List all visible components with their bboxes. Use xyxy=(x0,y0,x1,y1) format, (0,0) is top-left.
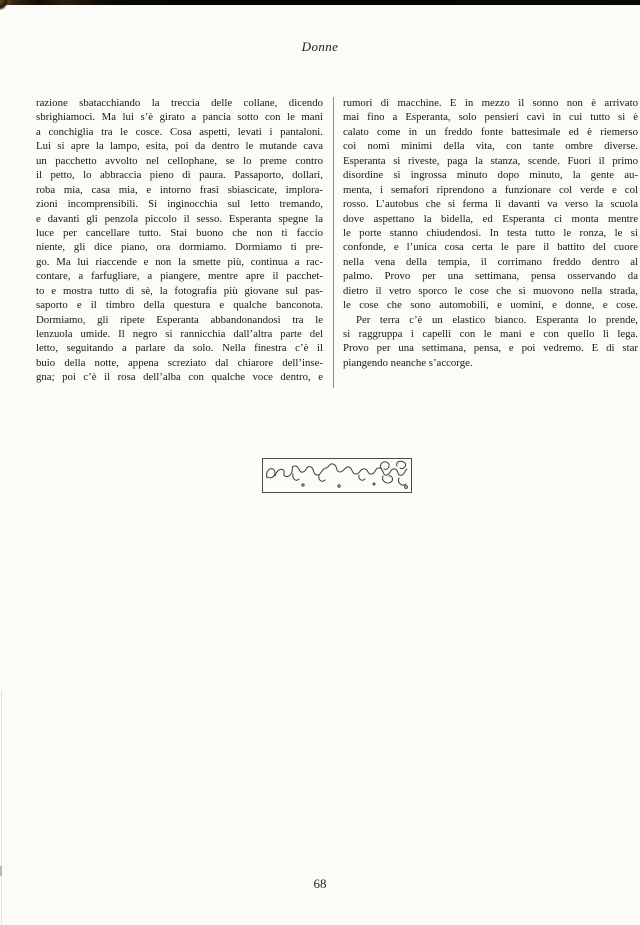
text-line: lenzuola umide. Il negro si rannicchia dall’altra parte del xyxy=(36,328,323,340)
text-line: confonde, e l’unica cosa certa le pare il battito del cuore xyxy=(343,241,638,254)
text-column-right xyxy=(343,96,638,370)
text-line: piangendo neanche s’accorge. xyxy=(343,356,473,369)
text-line: saporto e il timbro della questura e qualche banconota. xyxy=(36,299,323,312)
text-line: zioni incomprensibili. Si inginocchia sul letto tremando, xyxy=(36,198,323,211)
text-line: Dormiamo, gli ripete Esperanta abbandonandosi tra le xyxy=(36,313,323,326)
text-line: roba mia, casa mia, e intorno frasi sbiascicate, implora- xyxy=(36,183,323,196)
text-line: rumori di macchine. E in mezzo il sonno non è arrivato xyxy=(343,97,638,109)
text-line: contare, a farfugliare, a piangere, mentre apre il pacchet- xyxy=(36,270,323,283)
text-line: Esperanta si riveste, paga la stanza, scende. Fuori il primo xyxy=(343,154,638,167)
text-line: Lui si apre la lampo, esita, poi da dentro le mutande cava xyxy=(36,140,323,153)
text-line: buio della notte, appena screziato dal chiarore dell’inse- xyxy=(36,356,323,369)
text-line: niente, gli dice piano, ora dormiamo. Dormiamo ti pre- xyxy=(36,241,323,254)
scan-corner-blemish xyxy=(0,0,8,10)
text-line: sbrighiamoci. Ma lui s’è girato a pancia sotto con le mani xyxy=(36,111,323,124)
text-line: le porte stanno chiudendosi. In testa tutto le ronza, le si xyxy=(343,226,638,239)
text-line: palmo. Provo per una settimana, pensa osservando da xyxy=(343,270,638,283)
text-line: mai fino a Esperanta, solo pensieri cavi in cui tutto si è xyxy=(343,111,638,124)
page-number: 68 xyxy=(313,876,327,891)
column-divider-rule xyxy=(333,97,334,388)
text-column-left xyxy=(36,96,323,385)
text-line: menta, i semafori riprendono a funzionare col verde e col xyxy=(343,183,638,196)
text-line: to e mostra tutto di sè, la fotografia più giovane sul pas- xyxy=(36,284,323,297)
text-line: Per terra c’è un elastico bianco. Esperanta lo prende, xyxy=(356,313,638,326)
text-line: dove aspettano la bidella, ed Esperanta ci monta mentre xyxy=(343,212,638,225)
text-line: go. Ma lui riaccende e non la smette più, continua a rac- xyxy=(36,255,323,268)
text-line: e davanti gli penzola piccolo il sesso. Esperanta spegne la xyxy=(36,212,323,225)
text-line: gna; poi c’è il rosa dell’alba con qualche voce dentro, e xyxy=(36,371,323,384)
text-line: coi nomi minimi della vita, con tante ombre diverse. xyxy=(343,140,638,153)
text-line: il petto, lo abbraccia pieno di paura. Passaporto, dollari, xyxy=(36,169,323,182)
text-line: dietro il vetro sporco le cose che si muovono nella strada, xyxy=(343,284,638,297)
ornament-squiggle-drawing-icon xyxy=(262,458,412,493)
text-line: luce per cancellare tutto. Stai buono che non ti faccio xyxy=(36,226,323,239)
text-line: disordine si ingrossa minuto dopo minuto, la gente au- xyxy=(343,169,638,182)
text-line: letto, seguitando a parlare da solo. Nella finestra c’è il xyxy=(36,342,323,355)
scan-left-speck xyxy=(0,866,2,876)
text-line: a conchiglia tra le cosce. Cosa aspetti, levati i pantaloni. xyxy=(36,125,323,138)
running-head: Donne xyxy=(301,39,339,54)
text-line: calato come in un freddo fonte battesimale ed è riemerso xyxy=(343,125,638,138)
text-line: razione sbatacchiando la treccia delle collane, dicendo xyxy=(36,97,323,109)
text-line: nella vena della tempia, il corrimano freddo dentro al xyxy=(343,255,638,268)
text-line: Provo per una settimana, pensa, e poi vedremo. E di star xyxy=(343,342,638,355)
text-line: le cose che sono automobili, e uomini, e donne, e cose. xyxy=(343,299,638,312)
scan-top-edge xyxy=(0,0,640,5)
text-line: rosso. L’autobus che si ferma lì davanti va verso la scuola xyxy=(343,198,638,211)
text-line: un pacchetto avvolto nel cellophane, se lo preme contro xyxy=(36,154,323,167)
text-line: si raggruppa i capelli con le mani e con quello li lega. xyxy=(343,328,638,340)
